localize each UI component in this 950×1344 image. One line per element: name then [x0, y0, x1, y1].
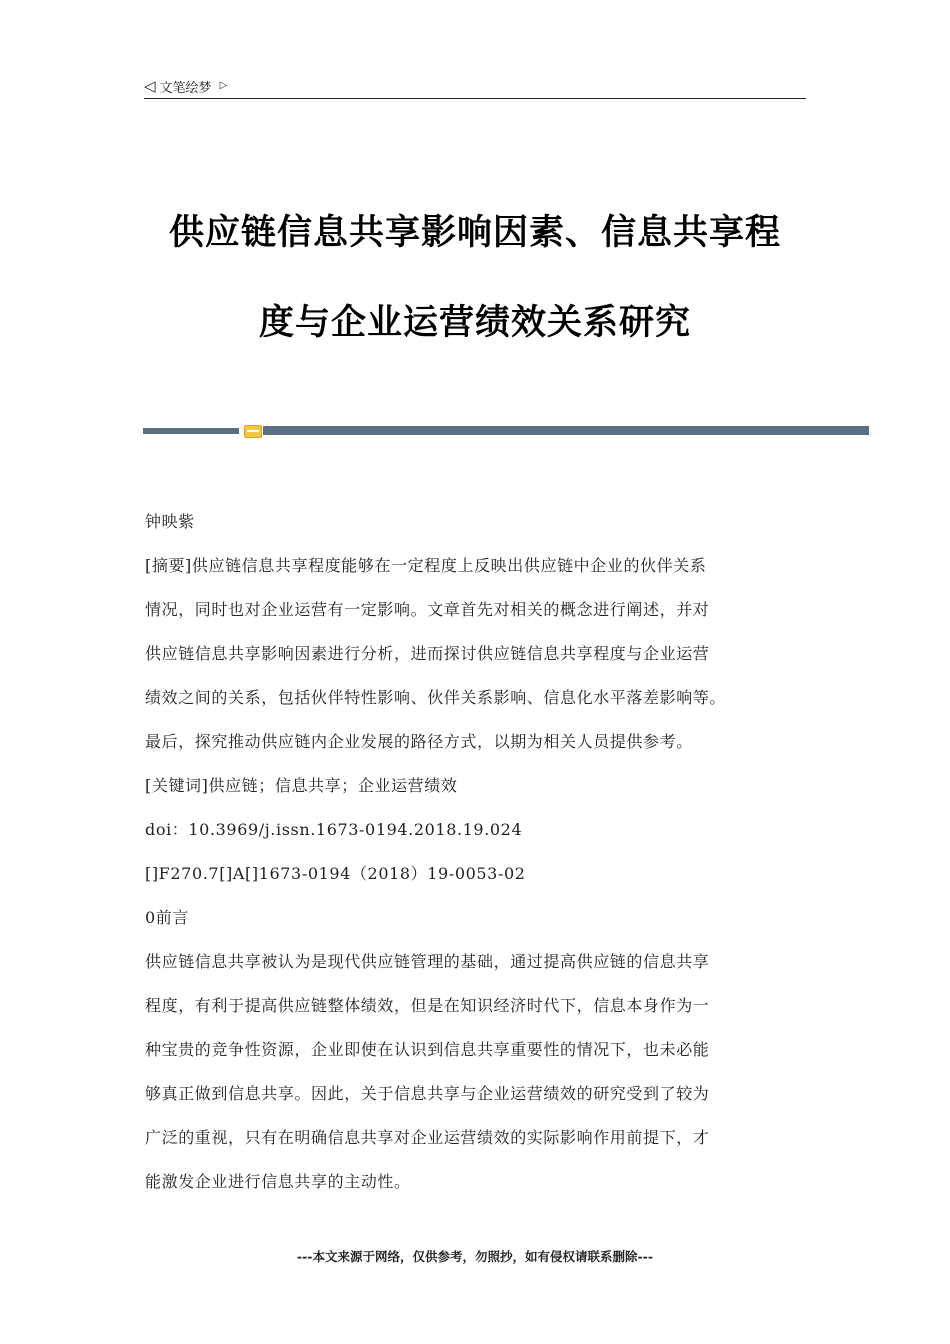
left-triangle-icon: ◁: [144, 76, 156, 95]
intro-line: 能激发企业进行信息共享的主动性。: [145, 1172, 411, 1191]
intro-line: 种宝贵的竞争性资源，企业即使在认识到信息共享重要性的情况下，也未必能: [145, 1040, 710, 1059]
abstract-line: 最后，探究推动供应链内企业发展的路径方式，以期为相关人员提供参考。: [145, 732, 693, 751]
intro-line: 够真正做到信息共享。因此，关于信息共享与企业运营绩效的研究受到了较为: [145, 1084, 710, 1103]
intro-line: 广泛的重视，只有在明确信息共享对企业运营绩效的实际影响作用前提下，才: [145, 1128, 710, 1147]
document-title-line-2: 度与企业运营绩效关系研究: [258, 303, 691, 343]
document-body: [145, 500, 810, 1204]
title-divider: [143, 426, 869, 436]
right-triangle-icon: ▷: [219, 80, 228, 91]
header-brand: 文笔绘梦: [159, 80, 212, 96]
divider-bar-left: [143, 428, 239, 434]
document-title-line-1: 供应链信息共享影响因素、信息共享程: [168, 213, 781, 253]
keywords-line: [关键词]供应链；信息共享；企业运营绩效: [145, 776, 458, 795]
doi-line: doi：10.3969/j.issn.1673-0194.2018.19.024: [145, 820, 523, 839]
page-header: [144, 74, 806, 99]
intro-line: 供应链信息共享被认为是现代供应链管理的基础，通过提高供应链的信息共享: [145, 952, 710, 971]
section-heading: 0前言: [145, 908, 189, 927]
divider-bar-right: [263, 426, 869, 435]
intro-line: 程度，有利于提高供应链整体绩效，但是在知识经济时代下，信息本身作为一: [145, 996, 710, 1015]
abstract-line: 供应链信息共享影响因素进行分析，进而探讨供应链信息共享程度与企业运营: [145, 644, 710, 663]
classification-line: []F270.7[]A[]1673-0194（2018）19-0053-02: [145, 864, 526, 883]
author-name: 钟映紫: [145, 512, 195, 531]
page-footer-disclaimer: ---本文来源于网络，仅供参考，勿照抄，如有侵权请联系删除---: [296, 1249, 654, 1264]
divider-emblem-icon: [244, 425, 262, 438]
abstract-line: [摘要]供应链信息共享程度能够在一定程度上反映出供应链中企业的伙伴关系: [145, 556, 707, 575]
abstract-line: 绩效之间的关系，包括伙伴特性影响、伙伴关系影响、信息化水平落差影响等。: [145, 688, 727, 707]
abstract-line: 情况，同时也对企业运营有一定影响。文章首先对相关的概念进行阐述，并对: [145, 600, 710, 619]
